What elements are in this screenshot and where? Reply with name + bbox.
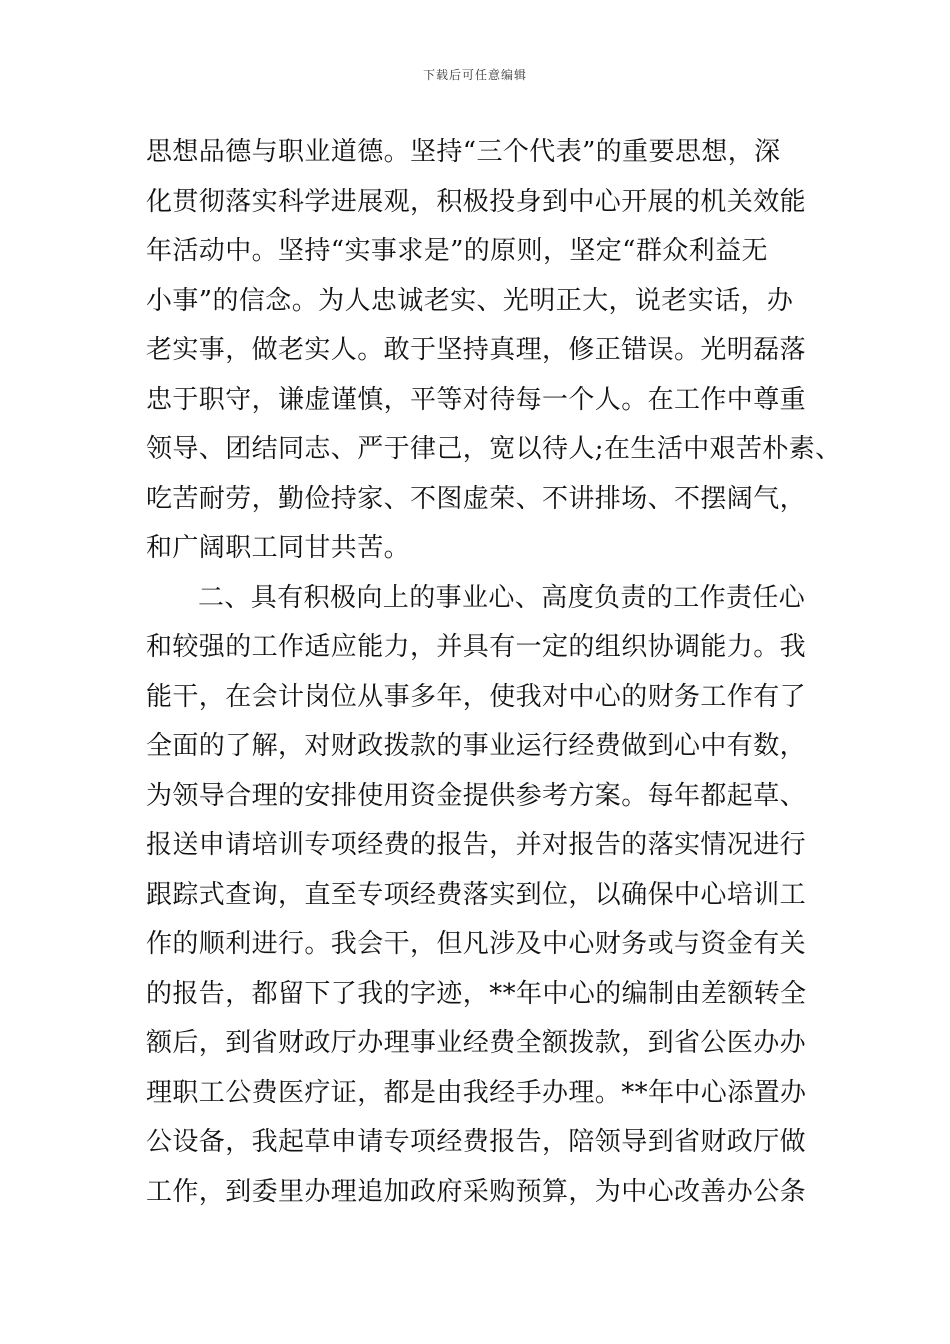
- body-line: 公设备，我起草申请专项经费报告，陪领导到省财政厅做: [146, 1127, 807, 1157]
- body-line: 跟踪式查询，直至专项经费落实到位，以确保中心培训工: [146, 879, 807, 910]
- body-line: 报送申请培训专项经费的报告，并对报告的落实情况进行: [146, 830, 807, 860]
- body-line: 额后，到省财政厅办理事业经费全额拨款，到省公医办办: [146, 1028, 807, 1058]
- body-line: 和较强的工作适应能力，并具有一定的组织协调能力。我: [146, 632, 807, 662]
- body-line: 吃苦耐劳，勤俭持家、不图虚荣、不讲排场、不摆阔气，: [146, 483, 807, 514]
- body-line: 能干，在会计岗位从事多年，使我对中心的财务工作有了: [146, 681, 807, 712]
- page-header: 下载后可任意编辑: [422, 68, 527, 82]
- body-line: 全面的了解，对财政拨款的事业运行经费做到心中有数，: [146, 731, 807, 761]
- body-line: 忠于职守，谦虚谨慎，平等对待每一个人。在工作中尊重: [146, 384, 807, 415]
- body-line: 思想品德与职业道德。坚持“三个代表”的重要思想，深: [146, 137, 781, 167]
- body-line: 领导、团结同志、严于律己，宽以待人;在生活中艰苦朴素、: [146, 434, 842, 464]
- document-body: [146, 128, 842, 1217]
- paragraph-start-line: 二、具有积极向上的事业心、高度负责的工作责任心: [198, 582, 806, 613]
- body-line: 作的顺利进行。我会干，但凡涉及中心财务或与资金有关: [146, 929, 807, 959]
- body-line: 的报告，都留下了我的字迹，**年中心的编制由差额转全: [146, 978, 807, 1009]
- body-line: 小事”的信念。为人忠诚老实、光明正大，说老实话，办: [146, 285, 794, 316]
- body-line: 为领导合理的安排使用资金提供参考方案。每年都起草、: [146, 780, 807, 811]
- body-line: 工作，到委里办理追加政府采购预算，为中心改善办公条: [146, 1176, 807, 1207]
- body-line: 理职工公费医疗证，都是由我经手办理。**年中心添置办: [146, 1077, 807, 1108]
- body-line: 老实事，做老实人。敢于坚持真理，修正错误。光明磊落: [146, 335, 807, 365]
- body-line: 化贯彻落实科学进展观，积极投身到中心开展的机关效能: [146, 186, 807, 217]
- body-line: 和广阔职工同甘共苦。: [146, 533, 411, 563]
- body-line: 年活动中。坚持“实事求是”的原则，坚定“群众利益无: [146, 236, 768, 266]
